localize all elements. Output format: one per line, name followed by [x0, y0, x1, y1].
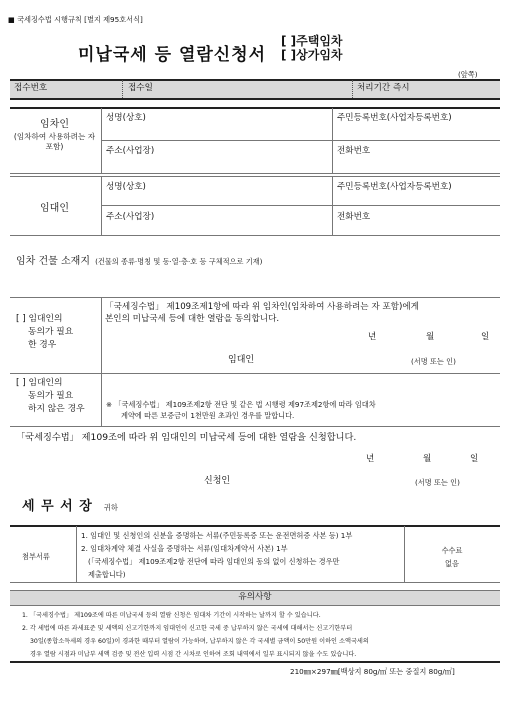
- consent-not-required-line2: 동의가 필요: [28, 391, 74, 401]
- consent-not-required-checkbox[interactable]: [ ]: [16, 378, 26, 388]
- receipt-date-label: 접수일: [128, 83, 153, 93]
- consent-bottom: [10, 373, 500, 374]
- lessor-address-label: 주소(사업장): [106, 212, 155, 222]
- property-location-row: [16, 249, 262, 268]
- consent-required-line3: 한 경우: [28, 340, 57, 350]
- form-bottom-border: [10, 661, 500, 663]
- consent-not-required-text-line2: 계약에 따른 보증금이 1천만원 초과인 경우를 말합니다.: [121, 411, 295, 420]
- fee-value: 없음: [445, 559, 459, 568]
- receipt-divider-1: [122, 80, 123, 98]
- consent-not-required-bottom: [10, 426, 500, 427]
- tax-office-head: 세 무 서 장: [22, 499, 93, 514]
- consent-text-line1: 「국세징수법」 제109조제1항에 따라 위 임차인(임차하여 사용하려는 자 포함)에게: [105, 302, 419, 312]
- lease-type-options: [281, 34, 343, 62]
- notes-heading: 유의사항: [238, 592, 272, 602]
- top-border: [10, 79, 500, 81]
- applicant-sign-note: (서명 또는 인): [415, 478, 460, 487]
- page-side-label: (앞쪽): [458, 70, 478, 79]
- option-commercial-lease[interactable]: [ ]상가임차: [281, 48, 343, 62]
- lessee-phone-label: 전화번호: [337, 146, 371, 156]
- consent-required-line2: 동의가 필요: [28, 327, 74, 337]
- lessee-label-cell: [12, 118, 97, 152]
- consent-signer-label: 임대인: [228, 355, 255, 365]
- lessee-address-label: 주소(사업장): [106, 146, 155, 156]
- note-line-4: 경우 열람 시점과 미납부 세액 검증 및 전산 입력 시점 간 시차로 인하여 조회 내역에서 일부 표시되지 않을 수도 있습니다.: [30, 651, 357, 658]
- application-month-label: 월: [423, 454, 432, 464]
- application-year-label: 년: [366, 454, 375, 464]
- lessee-name-label: 성명(상호): [106, 113, 146, 123]
- consent-day-label: 일: [481, 332, 490, 342]
- form-reference: ■ 국세징수법 시행규칙 [별지 제95호서식]: [8, 15, 143, 24]
- consent-required-checkbox[interactable]: [ ]: [16, 314, 26, 324]
- lessee-bottom: [10, 173, 500, 174]
- application-day-label: 일: [470, 454, 479, 464]
- applicant-label: 신청인: [204, 476, 231, 486]
- property-location-note: (건물의 종류·명칭 및 동·열·층·호 등 구체적으로 기재): [95, 257, 263, 266]
- consent-not-required-line1: 임대인의: [28, 378, 63, 388]
- lessor-bottom: [10, 235, 500, 236]
- consent-not-required-line3: 하지 않은 경우: [28, 404, 85, 414]
- lessee-top-border: [10, 107, 500, 109]
- attachment-item-1: 1. 임대인 및 신청인의 신분을 증명하는 서류(주민등록증 또는 운전면허증 사본 등) 1부: [81, 531, 353, 540]
- paper-size-footer: 210㎜×297㎜[백상지 80g/㎡ 또는 중질지 80g/㎡]: [290, 667, 455, 676]
- fee-label: 수수료: [441, 546, 463, 555]
- lessee-label: 임차인: [40, 119, 69, 130]
- attachments-top-border: [10, 525, 500, 527]
- lessor-name-label: 성명(상호): [106, 182, 146, 192]
- application-statement: 「국세징수법」 제109조에 따라 위 임대인의 미납국세 등에 대한 열람을 신청합니다.: [16, 432, 357, 443]
- property-location-label: 임차 건물 소재지: [16, 256, 90, 267]
- receipt-row-background: [10, 79, 500, 98]
- consent-label-divider: [101, 298, 102, 373]
- lessee-row-divider: [101, 140, 500, 141]
- lessor-label: 임대인: [40, 203, 69, 214]
- receipt-row-bottom: [10, 98, 500, 100]
- addressee-honorific: 귀하: [103, 503, 118, 512]
- consent-not-required-text-line1: ※ 「국세징수법」 제109조제2항 전단 및 같은 법 시행령 제97조제2항에 따라 임대차: [106, 400, 376, 409]
- processing-period-label: 처리기간 즉시: [357, 83, 410, 93]
- lessor-reg-no-label: 주민등록번호(사업자등록번호): [337, 182, 452, 192]
- consent-year-label: 년: [368, 332, 377, 342]
- receipt-divider-2: [352, 80, 353, 98]
- form-title: 미납국세 등 열람신청서: [78, 45, 267, 65]
- attachment-item-2-note-1: (「국세징수법」 제109조제2항 전단에 따라 임대인의 동의 없이 신청하는 경우만: [88, 557, 340, 566]
- option-residential-lease[interactable]: [ ]주택임차: [281, 34, 343, 48]
- lessor-col-divider: [332, 177, 333, 235]
- attachments-label-divider: [76, 526, 77, 582]
- receipt-number-label: 접수번호: [14, 83, 48, 93]
- consent-month-label: 월: [426, 332, 435, 342]
- property-bottom: [10, 297, 500, 298]
- lessor-label-divider: [101, 177, 102, 235]
- addressee-row: [22, 495, 118, 514]
- consent-text-line2: 본인의 미납국세 등에 대한 열람을 동의합니다.: [105, 314, 280, 324]
- lessor-top-border: [10, 176, 500, 177]
- consent-sign-note: (서명 또는 인): [411, 357, 456, 366]
- notes-heading-top: [10, 590, 500, 591]
- note-line-1: 1. 「국세징수법」 제109조에 따른 미납국세 등의 열람 신청은 임대차 기간이 시작하는 날까지 할 수 있습니다.: [22, 612, 321, 619]
- notes-heading-bottom: [10, 605, 500, 606]
- lessor-phone-label: 전화번호: [337, 212, 371, 222]
- attachment-item-2: 2. 임대차계약 체결 사실을 증명하는 서류(임대차계약서 사본) 1부: [81, 544, 288, 553]
- consent-not-required-label: [16, 377, 85, 416]
- lessee-reg-no-label: 주민등록번호(사업자등록번호): [337, 113, 452, 123]
- consent-not-required-divider: [101, 374, 102, 426]
- attachment-item-2-note-2: 제출합니다): [88, 570, 126, 579]
- consent-required-line1: 임대인의: [28, 314, 63, 324]
- consent-required-label: [16, 313, 73, 352]
- lessor-row-divider: [101, 205, 500, 206]
- note-line-2: 2. 각 세법에 따른 과세표준 및 세액의 신고기한까지 임대인이 신고한 국세 중 납부하지 않은 국세에 대해서는 신고기한부터: [22, 625, 353, 632]
- attachments-bottom: [10, 582, 500, 583]
- note-line-3: 30일(종합소득세의 경우 60일)이 경과한 때부터 열람이 가능하며, 납부하지 않은 각 국세별 금액이 50만원 이하인 소액국세의: [30, 638, 369, 645]
- lessee-sublabel: (임차하여 사용하려는 자 포함): [13, 132, 96, 151]
- attachments-label: 첨부서류: [22, 552, 50, 561]
